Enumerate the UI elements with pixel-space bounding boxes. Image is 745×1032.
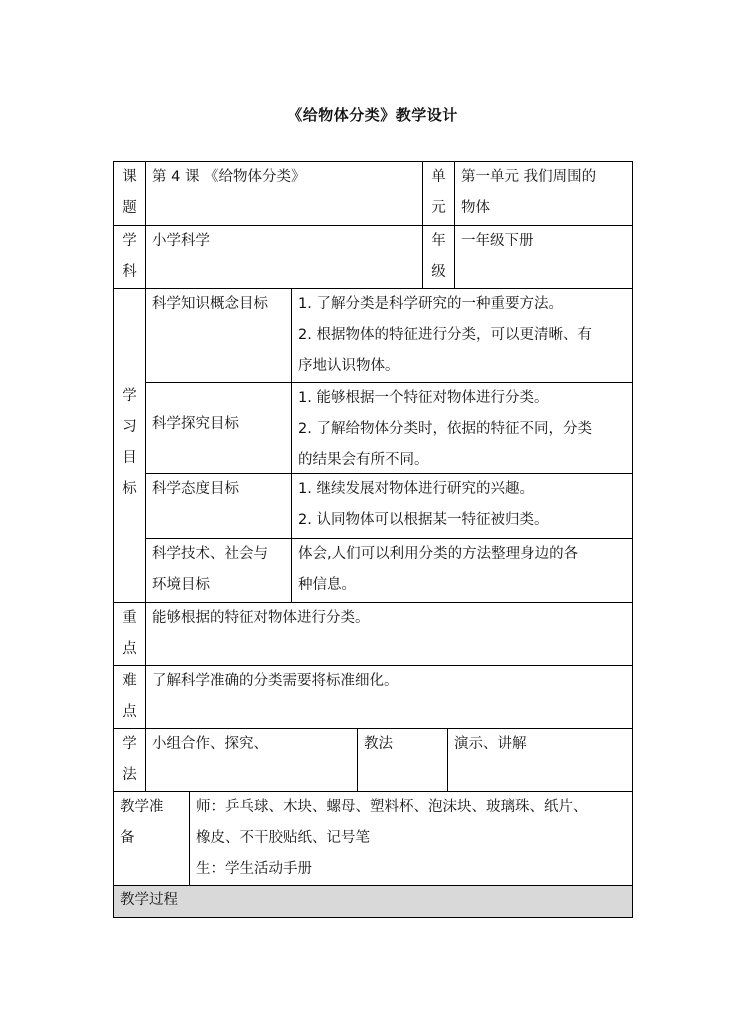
goals-label-4: 标	[122, 481, 137, 497]
goal-sts-name-line-2: 环境目标	[152, 577, 210, 593]
goal-inquiry-line-1: 1. 能够根据一个特征对物体进行分类。	[298, 390, 549, 406]
difficulty-label-cell	[113, 665, 146, 729]
goal-sts-content-cell	[291, 538, 633, 603]
grade-label-2: 级	[431, 264, 446, 280]
prep-content-cell	[189, 791, 633, 886]
lesson-label-cell	[113, 161, 146, 226]
goal-attitude-line-2: 2. 认同物体可以根据某一特征被归类。	[298, 512, 549, 528]
keypoint-value: 能够根据的特征对物体进行分类。	[152, 610, 370, 626]
keypoint-label-1: 重	[122, 610, 137, 626]
subject-label-cell	[113, 225, 146, 289]
goal-sts-name-cell	[145, 538, 292, 603]
process-header: 教学过程	[120, 892, 178, 908]
goal-sts-name-line-1: 科学技术、社会与	[152, 546, 268, 562]
process-header-cell	[113, 885, 633, 918]
lesson-value-cell	[145, 161, 423, 226]
goal-sts-line-2: 种信息。	[298, 577, 356, 593]
goal-attitude-content-cell	[291, 473, 633, 539]
prep-label-line-1: 教学准	[120, 799, 164, 815]
goal-inquiry-line-3: 的结果会有所不同。	[298, 452, 429, 468]
study-method-label-2: 法	[122, 767, 137, 783]
subject-value-cell	[145, 225, 423, 289]
goals-label-cell	[113, 288, 146, 603]
teach-method-value: 演示、讲解	[454, 736, 527, 752]
subject-value: 小学科学	[152, 233, 210, 249]
prep-label-line-2: 备	[120, 830, 135, 846]
difficulty-value-cell	[145, 665, 633, 729]
grade-value: 一年级下册	[461, 233, 534, 249]
unit-label-1: 单	[431, 169, 446, 185]
goals-label-2: 习	[122, 419, 137, 435]
keypoint-value-cell	[145, 602, 633, 666]
prep-line-3: 生：学生活动手册	[196, 861, 312, 877]
unit-value-line-2: 物体	[461, 200, 490, 216]
prep-line-1: 师：乒乓球、木块、螺母、塑料杯、泡沫块、玻璃珠、纸片、	[196, 799, 588, 815]
goal-knowledge-content-cell	[291, 288, 633, 383]
teach-method-label: 教法	[364, 736, 393, 752]
goal-attitude-name: 科学态度目标	[152, 481, 239, 497]
lesson-label-2: 题	[122, 200, 137, 216]
study-method-label-cell	[113, 728, 146, 792]
goal-knowledge-line-2: 2. 根据物体的特征进行分类，可以更清晰、有	[298, 327, 592, 343]
study-method-value: 小组合作、探究、	[152, 736, 268, 752]
grade-label-cell	[422, 225, 455, 289]
study-method-value-cell	[145, 728, 358, 792]
goals-label-1: 学	[122, 388, 137, 404]
document-title: 《给物体分类》教学设计	[287, 106, 458, 124]
subject-label-2: 科	[122, 264, 137, 280]
prep-line-2: 橡皮、不干胶贴纸、记号笔	[196, 830, 370, 846]
study-method-label-1: 学	[122, 736, 137, 752]
grade-value-cell	[454, 225, 633, 289]
goal-inquiry-name: 科学探究目标	[152, 416, 239, 432]
goal-attitude-name-cell	[145, 473, 292, 539]
difficulty-label-1: 难	[122, 673, 137, 689]
difficulty-value: 了解科学准确的分类需要将标准细化。	[152, 673, 399, 689]
keypoint-label-2: 点	[122, 641, 137, 657]
lesson-label-1: 课	[122, 169, 137, 185]
teach-method-value-cell	[447, 728, 633, 792]
grade-label-1: 年	[431, 233, 446, 249]
goal-sts-line-1: 体会,人们可以利用分类的方法整理身边的各	[298, 546, 579, 562]
subject-label-1: 学	[122, 233, 137, 249]
goal-knowledge-line-3: 序地认识物体。	[298, 358, 400, 374]
goal-knowledge-line-1: 1. 了解分类是科学研究的一种重要方法。	[298, 296, 563, 312]
goal-inquiry-content-cell	[291, 382, 633, 474]
goal-attitude-line-1: 1. 继续发展对物体进行研究的兴趣。	[298, 481, 534, 497]
goal-inquiry-line-2: 2. 了解给物体分类时，依据的特征不同，分类	[298, 421, 592, 437]
unit-label-2: 元	[431, 200, 446, 216]
goal-inquiry-name-cell	[145, 382, 292, 474]
goal-knowledge-name-cell	[145, 288, 292, 383]
difficulty-label-2: 点	[122, 704, 137, 720]
keypoint-label-cell	[113, 602, 146, 666]
prep-label-cell	[113, 791, 190, 886]
unit-label-cell	[422, 161, 455, 226]
unit-value-line-1: 第一单元 我们周围的	[461, 169, 597, 185]
unit-value-cell	[454, 161, 633, 226]
teach-method-label-cell	[357, 728, 448, 792]
goals-label-3: 目	[122, 450, 137, 466]
goal-knowledge-name: 科学知识概念目标	[152, 296, 268, 312]
lesson-value: 第 4 课 《给物体分类》	[152, 169, 306, 185]
